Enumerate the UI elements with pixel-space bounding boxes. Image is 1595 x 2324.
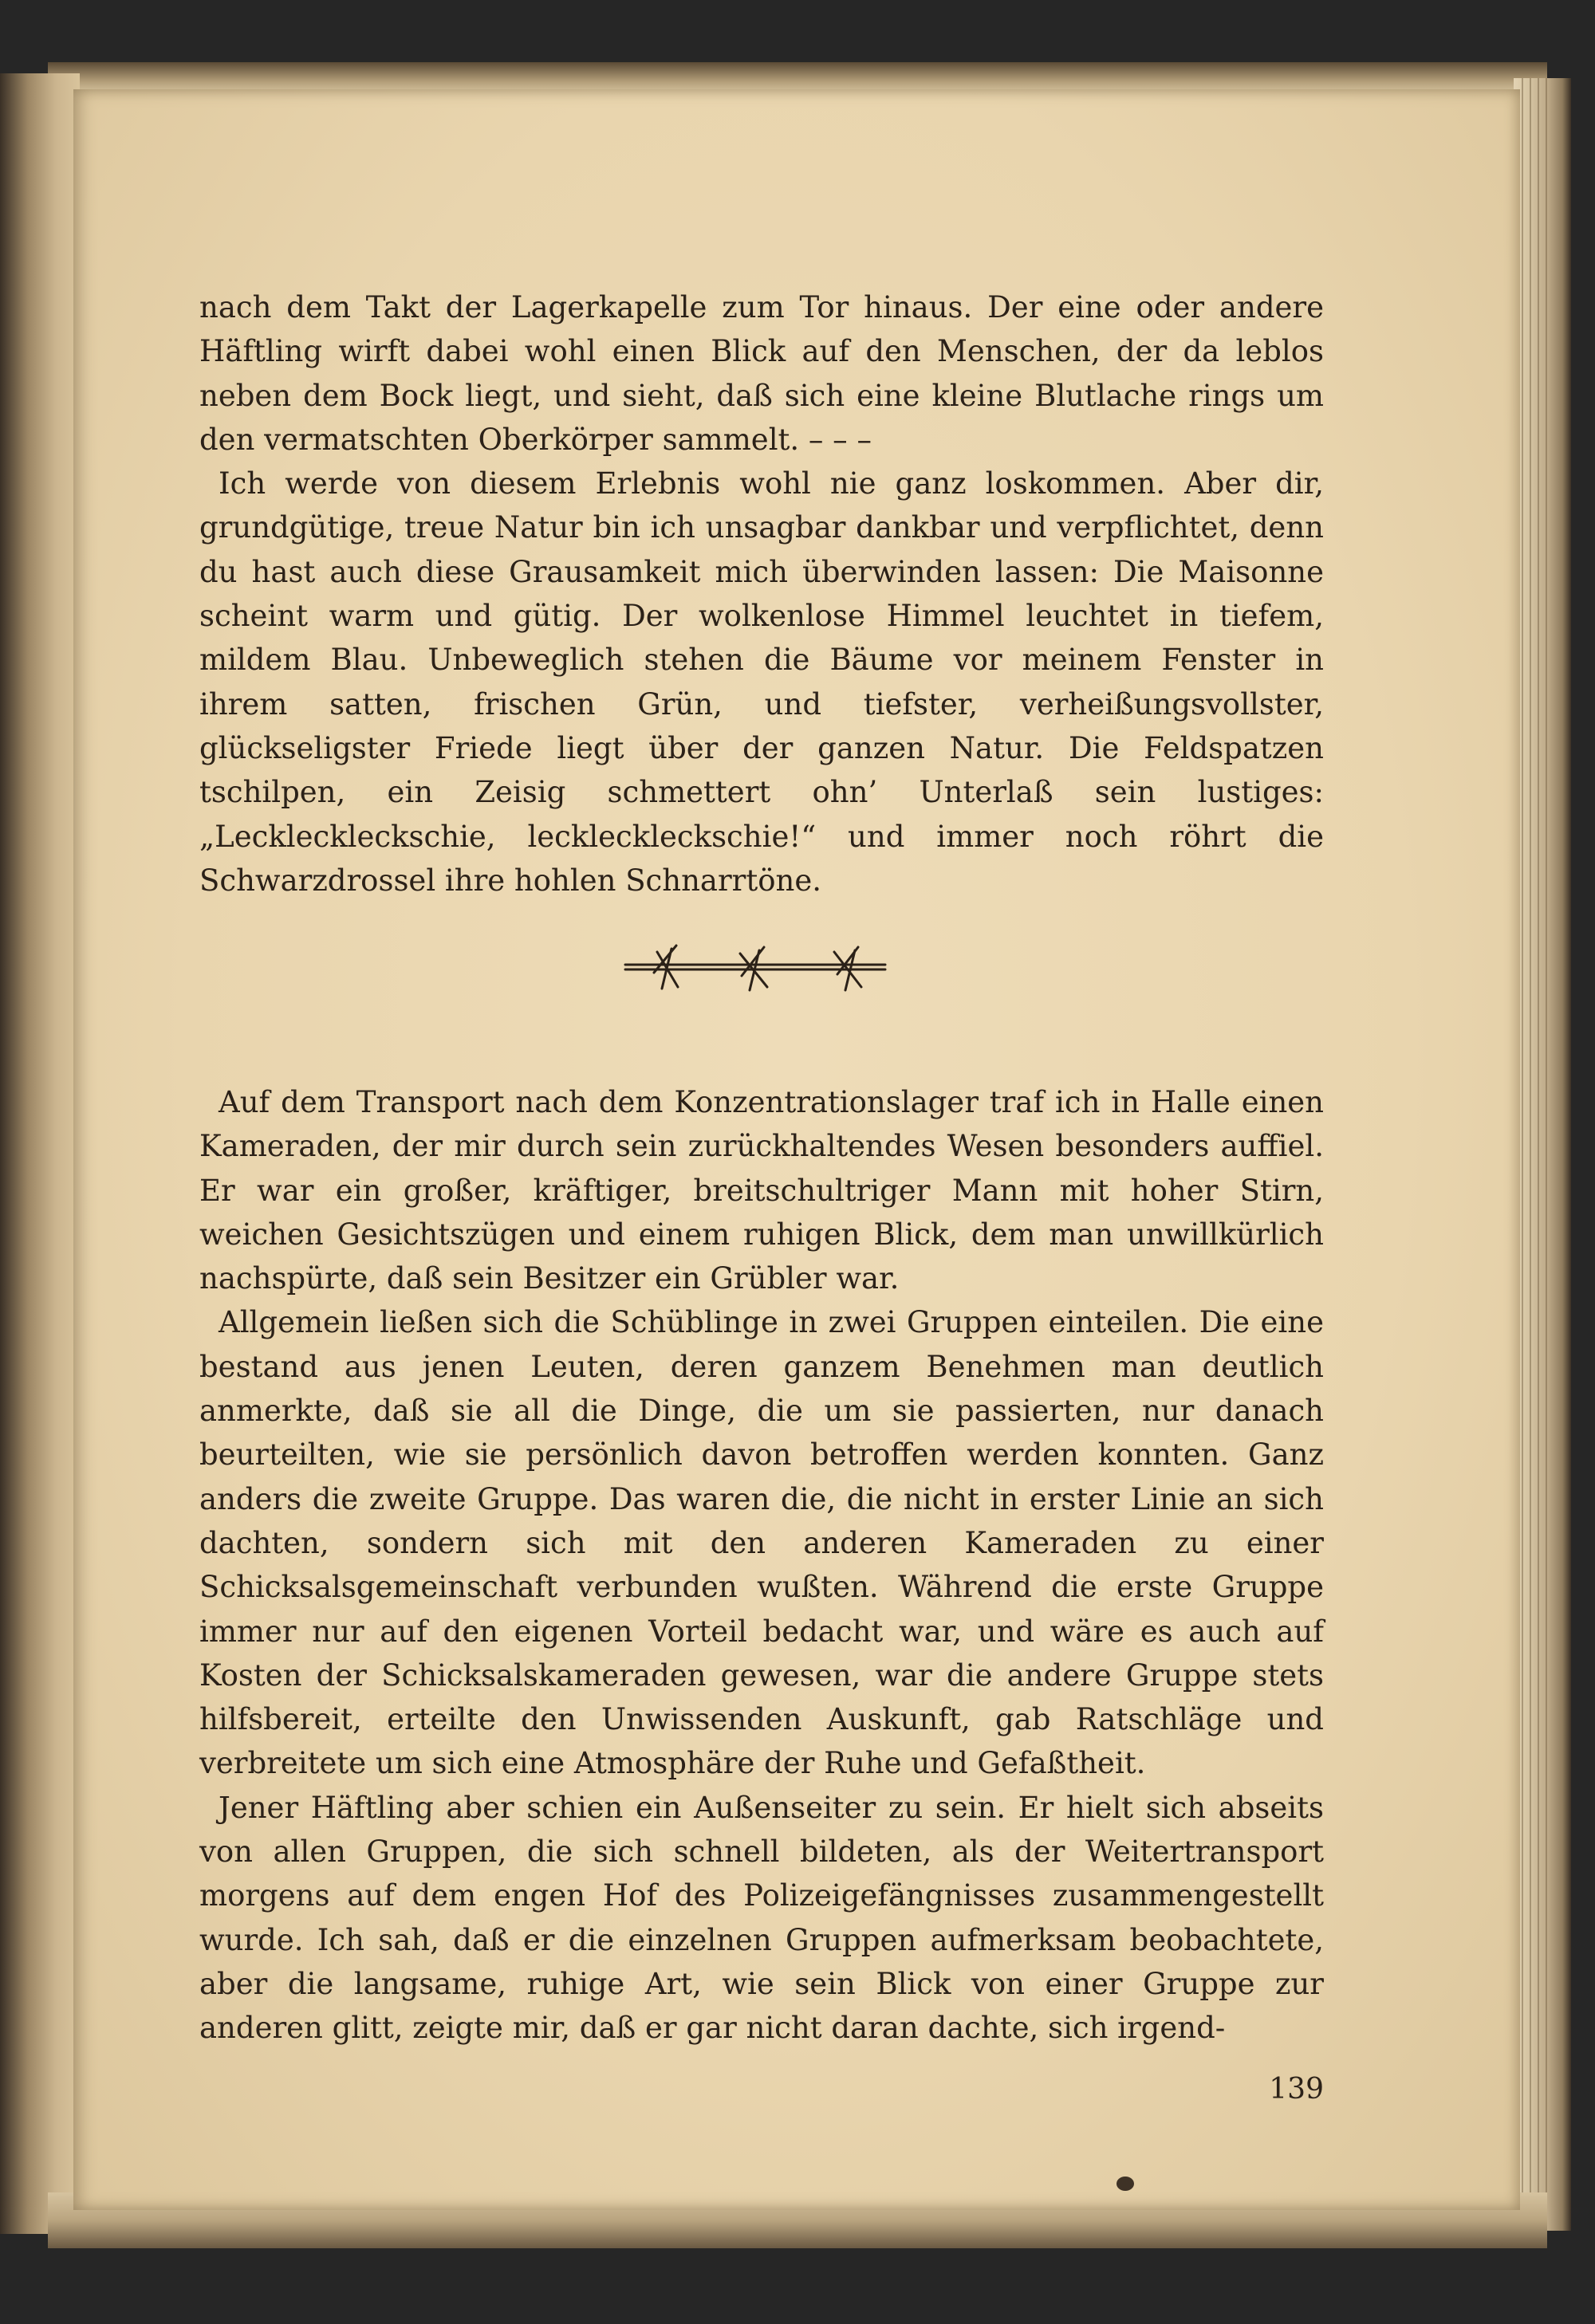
paragraph: Jener Häftling aber schien ein Außenseiter zu sein. Er hielt sich abseits von allen Gruppen, die sich schnell bildeten, als der Weitertransport morgens auf dem engen Hof des Polizeigefängnisses zusammengestellt wurde. Ich sah, daß er die einzelnen Gruppen aufmerksam beobachtete, aber die langsame, ruhige Art, wie sein Blick von einer Gruppe zur anderen glitt, zeigte mir, daß er gar nicht daran dachte, sich irgend-	[199, 1790, 1324, 2046]
paragraph: Allgemein ließen sich die Schüblinge in zwei Gruppen einteilen. Die eine bestand aus jenen Leuten, deren ganzem Benehmen man deutlich anmerkte, daß sie all die Dinge, die um sie passierten, nur danach beurteilten, wie sie persönlich davon betroffen werden konnten. Ganz anders die zweite Gruppe. Das waren die, die nicht in erster Linie an sich dachten, sondern sich mit den anderen Kameraden zu einer Schicksalsgemeinschaft verbunden wußten. Während die erste Gruppe immer nur auf den eigenen Vorteil bedacht war, und wäre es auch auf Kosten der Schicksalskameraden gewesen, war die andere Gruppe stets hilfsbereit, erteilte den Unwissenden Auskunft, gab Ratschläge und verbreitete um sich eine Atmosphäre der Ruhe und Gefaßtheit.	[199, 1305, 1324, 1781]
paragraph: Ich werde von diesem Erlebnis wohl nie ganz loskommen. Aber dir, grundgütige, treue Natur bin ich unsagbar dankbar und verpflichtet, denn du hast auch diese Grausamkeit mich überwinden lassen: Die Maisonne scheint warm und gütig. Der wolkenlose Himmel leuchtet in tiefem, mildem Blau. Unbeweglich stehen die Bäume vor meinem Fenster in ihrem satten, frischen Grün, und tiefster, verheißungsvollster, glückseligster Friede liegt über der ganzen Natur. Die Feldspatzen tschilpen, ein Zeisig schmettert ohn’ Unterlaß sein lustiges: „Leckleckleckschie, leckleckleckschie!“ und immer noch röhrt die Schwarzdrossel ihre hohlen Schnarrtöne.	[199, 466, 1324, 898]
barbed-wire-icon	[622, 941, 893, 993]
text-section-2	[199, 1080, 1324, 2051]
text-section-1	[199, 285, 1324, 902]
paragraph: Auf dem Transport nach dem Konzentrationslager traf ich in Halle einen Kameraden, der mir durch sein zurückhaltendes Wesen besonders auffiel. Er war ein großer, kräftiger, breitschultriger Mann mit hoher Stirn, weichen Gesichtszügen und einem ruhigen Blick, dem man unwillkürlich nachspürte, daß sein Besitzer ein Grübler war.	[199, 1085, 1324, 1296]
paragraph: nach dem Takt der Lagerkapelle zum Tor hinaus. Der eine oder andere Häftling wirft dabei wohl einen Blick auf den Menschen, der da leblos neben dem Bock liegt, und sieht, daß sich eine kleine Blutlache rings um den vermatschten Oberkörper sammelt. – – –	[199, 290, 1324, 457]
book-right-edge	[1514, 78, 1571, 2231]
ink-speck	[1116, 2177, 1134, 2191]
book-left-edge	[0, 73, 80, 2234]
page-number: 139	[1269, 2073, 1324, 2106]
